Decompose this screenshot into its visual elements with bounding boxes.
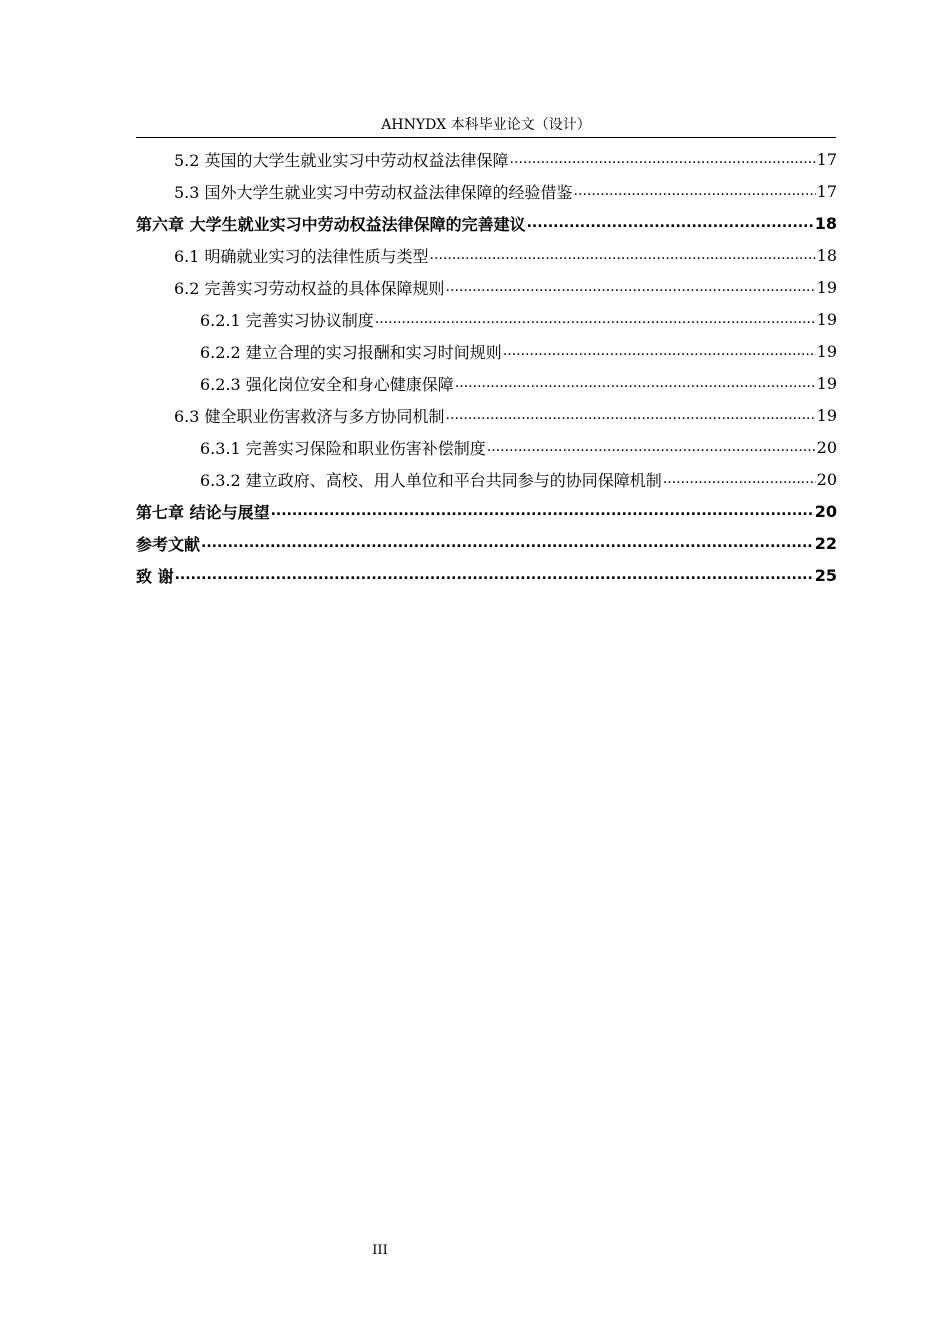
toc-entry-title: 6.3.1 完善实习保险和职业伤害补偿制度 [200,438,486,458]
toc-entry[interactable] [136,559,837,591]
toc-dot-leader [455,373,816,393]
page-number: III [372,1243,388,1258]
toc-dot-leader [663,469,816,489]
toc-entry[interactable] [136,303,837,335]
toc-entry[interactable] [136,207,837,239]
toc-dot-leader [201,533,814,553]
toc-entry-title: 参考文献 [136,534,201,554]
toc-entry[interactable] [136,367,837,399]
toc-entry-page: 18 [814,213,837,233]
toc-dot-leader [271,501,814,521]
toc-entry[interactable] [136,431,837,463]
toc-entry-page: 19 [816,341,837,361]
header-rule [136,137,836,138]
toc-entry-page: 17 [816,149,837,169]
toc-entry-page: 19 [816,277,837,297]
toc-dot-leader [503,341,816,361]
toc-entry-title: 6.3.2 建立政府、高校、用人单位和平台共同参与的协同保障机制 [200,470,662,490]
toc-entry[interactable] [136,463,837,495]
toc-entry-title: 6.1 明确就业实习的法律性质与类型 [174,246,429,266]
toc-entry[interactable] [136,495,837,527]
toc-entry-page: 20 [814,501,837,521]
page-header: AHNYDX 本科毕业论文（设计） [381,117,591,133]
toc-entry-title: 6.2.1 完善实习协议制度 [200,310,374,330]
toc-entry-page: 25 [814,565,837,585]
toc-entry[interactable] [136,399,837,431]
toc-entry-page: 19 [816,309,837,329]
toc-entry-title: 5.2 英国的大学生就业实习中劳动权益法律保障 [174,150,509,170]
toc-dot-leader [574,181,816,201]
toc-entry-page: 19 [816,373,837,393]
toc-dot-leader [527,213,814,233]
toc-entry-page: 20 [816,437,837,457]
toc-entry-page: 22 [814,533,837,553]
toc-entry-title: 5.3 国外大学生就业实习中劳动权益法律保障的经验借鉴 [174,182,573,202]
toc-entry-title: 6.3 健全职业伤害救济与多方协同机制 [174,406,445,426]
toc-entry-page: 17 [816,181,837,201]
toc-entry-title: 6.2.2 建立合理的实习报酬和实习时间规则 [200,342,502,362]
table-of-contents [136,143,837,591]
toc-entry-title: 6.2 完善实习劳动权益的具体保障规则 [174,278,445,298]
toc-dot-leader [430,245,816,265]
toc-entry-title: 第六章 大学生就业实习中劳动权益法律保障的完善建议 [136,214,526,234]
toc-entry-title: 致 谢 [136,566,174,586]
toc-entry-page: 20 [816,469,837,489]
toc-dot-leader [510,149,816,169]
toc-dot-leader [175,565,814,585]
toc-entry[interactable] [136,143,837,175]
toc-entry[interactable] [136,335,837,367]
toc-dot-leader [446,277,816,297]
toc-dot-leader [487,437,816,457]
toc-entry-title: 第七章 结论与展望 [136,502,270,522]
toc-dot-leader [446,405,816,425]
toc-dot-leader [375,309,816,329]
toc-entry-page: 19 [816,405,837,425]
toc-entry[interactable] [136,527,837,559]
toc-entry[interactable] [136,175,837,207]
toc-entry[interactable] [136,271,837,303]
toc-entry-page: 18 [816,245,837,265]
toc-entry-title: 6.2.3 强化岗位安全和身心健康保障 [200,374,454,394]
toc-entry[interactable] [136,239,837,271]
